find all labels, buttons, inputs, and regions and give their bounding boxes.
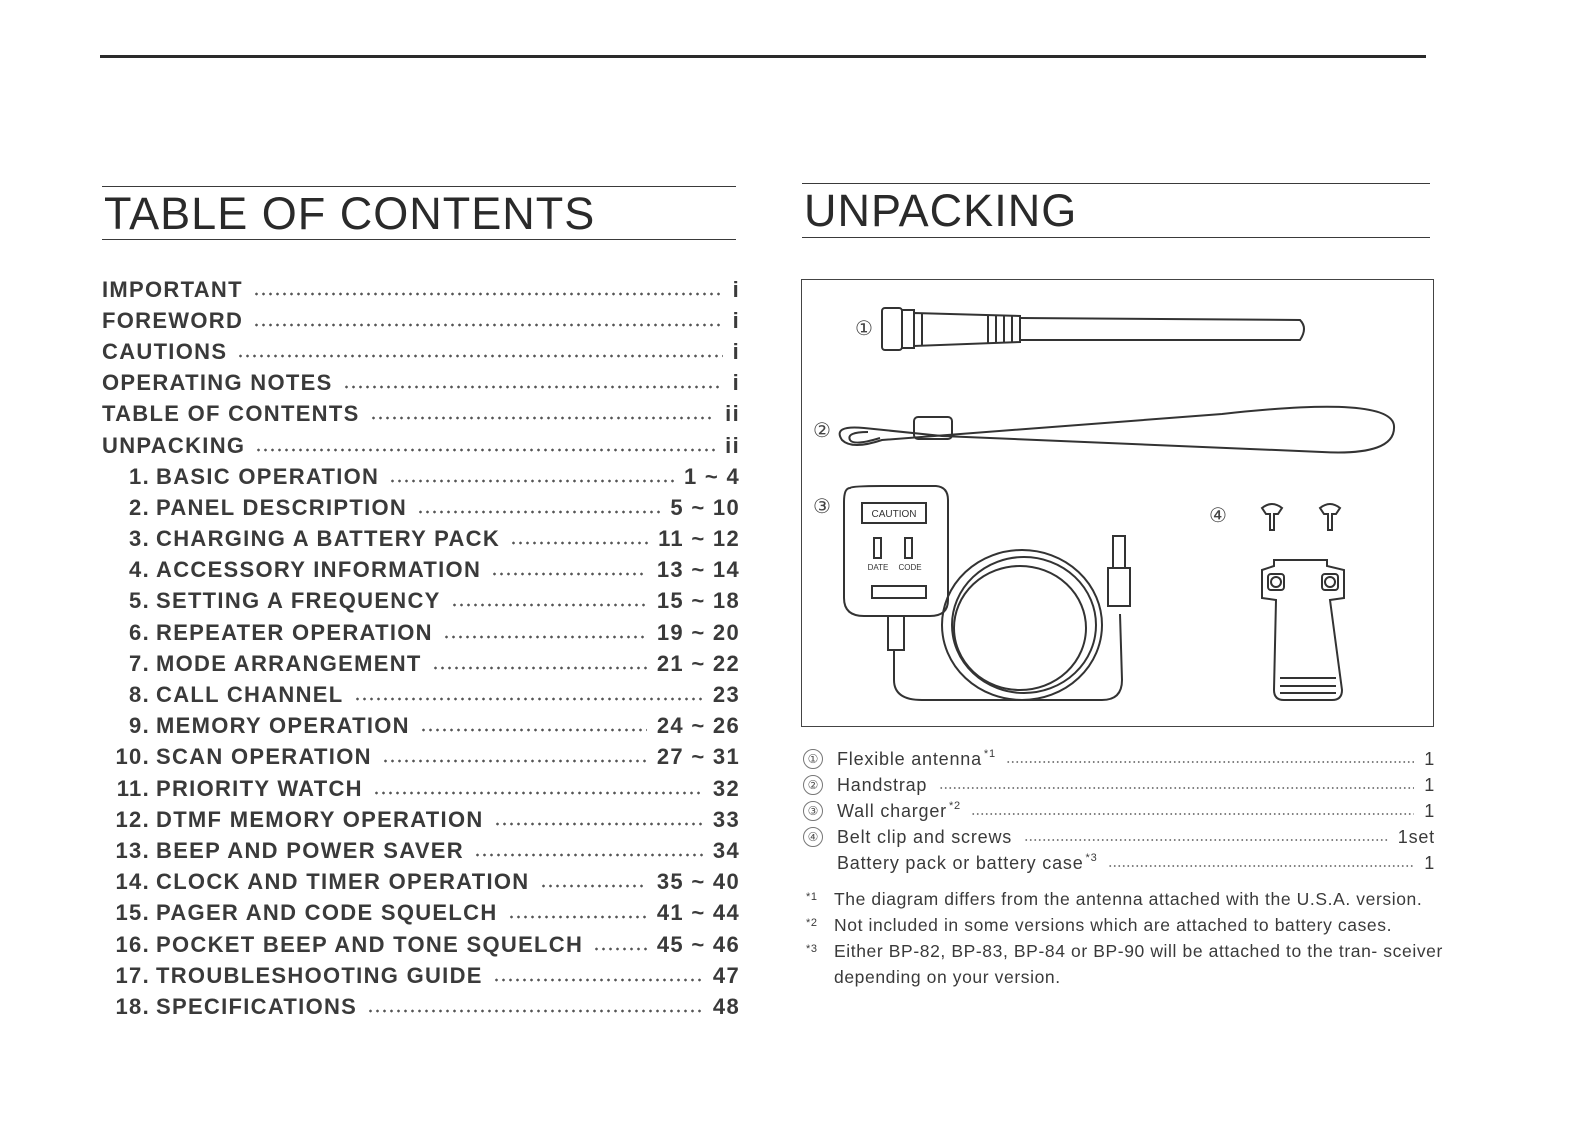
toc-entry-number: 4. [129,557,150,583]
toc-entry-title: PANEL DESCRIPTION [156,494,408,520]
toc-entry [102,430,740,461]
toc-entry-title: CHARGING A BATTERY PACK [156,526,501,552]
part-quantity: 1 [1424,774,1435,795]
dot-leader [493,975,703,985]
footnote [806,938,1446,990]
toc-entry [102,929,740,960]
figure-marker-4: ④ [1209,503,1227,527]
footnote [806,886,1446,912]
dot-leader [474,850,703,860]
charger-code-label: CODE [898,563,922,572]
charger-date-label: DATE [867,563,889,572]
dot-leader [443,632,647,642]
toc-entry [102,711,740,742]
dot-leader [540,881,647,891]
toc-entry-title: ACCESSORY INFORMATION [156,557,482,583]
toc-entry-number: 11. [116,775,150,801]
footnote-text: Either BP-82, BP-83, BP-84 or BP-90 will be attached to the tran- sceiver depending on your version. [834,941,1443,987]
toc-entry-page: 15 ~ 18 [656,588,740,614]
toc-entry-number: 5. [129,588,150,614]
dot-leader [420,725,647,735]
toc-entry [102,804,740,835]
dot-leader [432,663,647,673]
toc-entry-page: 48 [712,993,740,1019]
toc-entry-page: i [732,307,740,333]
toc-entry-page: 34 [712,837,740,863]
toc-entry-page: 45 ~ 46 [656,931,740,957]
dot-leader [1006,758,1414,766]
dot-leader [237,351,722,361]
toc-entry-title: REPEATER OPERATION [156,619,433,645]
toc-entry-title: DTMF MEMORY OPERATION [156,806,484,832]
toc-entry [102,679,740,710]
part-marker: ③ [803,801,823,821]
toc-entry-page: i [732,338,740,364]
toc-entry-number: 6. [129,619,150,645]
part-name: Wall charger [837,801,947,821]
toc-entry-page: 13 ~ 14 [656,557,740,583]
antenna-drawing [882,308,1304,350]
part-name-wrap [837,800,961,822]
dot-leader [494,819,703,829]
toc-entry [102,586,740,617]
toc-entry-number: 1. [129,463,150,489]
footnote-mark: *1 [806,891,818,903]
dot-leader [354,694,703,704]
toc-entry-page: 32 [712,775,740,801]
dot-leader [508,912,647,922]
toc-entry [102,991,740,1022]
toc-entry-page: 33 [712,806,740,832]
toc-entry-number: 14. [115,869,150,895]
toc-entry-number: 7. [129,650,150,676]
dot-leader [1024,836,1388,844]
toc-entry-page: 47 [712,962,740,988]
toc-entry [102,399,740,430]
dot-leader [451,600,647,610]
toc-entry-title: POCKET BEEP AND TONE SQUELCH [156,931,584,957]
figure-marker-3: ③ [813,494,831,518]
charger-caution-label: CAUTION [871,509,917,520]
part-name: Handstrap [837,775,928,795]
dot-leader [417,507,660,517]
toc-entry-title: SPECIFICATIONS [156,993,358,1019]
part-item [803,824,1435,850]
part-marker [803,853,823,873]
belt-clip-drawing [1262,560,1344,700]
dot-leader [382,756,647,766]
toc-entry [102,305,740,336]
toc-entry-number: 8. [129,682,150,708]
dot-leader [373,788,703,798]
handstrap-drawing [840,407,1394,453]
part-footnote-ref: *1 [983,748,996,760]
toc-entry [102,336,740,367]
footnotes-list [806,886,1446,990]
toc-entry-page: 27 ~ 31 [656,744,740,770]
toc-entry-page: 5 ~ 10 [670,494,740,520]
part-name-wrap [837,826,1014,848]
dot-leader [367,1006,703,1016]
part-item [803,746,1435,772]
part-quantity: 1 [1424,852,1435,873]
toc-entry-title: TABLE OF CONTENTS [102,401,360,427]
figure-marker-1: ① [855,316,873,340]
toc-entry-number: 9. [129,713,150,739]
toc-entry-title: FOREWORD [102,307,244,333]
part-footnote-ref: *3 [1085,852,1098,864]
toc-entry [102,960,740,991]
dot-leader [253,320,722,330]
toc-entry-title: CAUTIONS [102,338,228,364]
part-marker: ② [803,775,823,795]
toc-entry-number: 13. [115,837,150,863]
toc-entry-title: SCAN OPERATION [156,744,372,770]
dot-leader [389,476,674,486]
toc-entry [102,835,740,866]
toc-entry [102,368,740,399]
toc-entry-title: PRIORITY WATCH [156,775,363,801]
toc-entry-title: OPERATING NOTES [102,370,333,396]
footnote [806,912,1446,938]
part-marker: ① [803,749,823,769]
toc-entry-title: IMPORTANT [102,276,243,302]
part-item [803,850,1435,876]
toc-entry-number: 10. [115,744,150,770]
toc-entry [102,617,740,648]
footnote-text: The diagram differs from the antenna attached with the U.S.A. version. [834,889,1423,909]
part-item [803,772,1435,798]
toc-entry-page: ii [725,432,740,458]
toc-entry-number: 3. [129,526,150,552]
toc-entry-page: 24 ~ 26 [656,713,740,739]
toc-entry-page: 41 ~ 44 [656,900,740,926]
dot-leader [370,413,716,423]
dot-leader [253,289,723,299]
part-name-wrap [837,852,1098,874]
part-item [803,798,1435,824]
toc-entry-page: i [732,370,740,396]
toc-entry [102,898,740,929]
toc-entry [102,555,740,586]
part-quantity: 1 [1424,800,1435,821]
part-quantity: 1 [1424,748,1435,769]
toc-entry [102,492,740,523]
dot-leader [1108,862,1415,870]
toc-entry-title: BASIC OPERATION [156,463,380,489]
figure-marker-2: ② [813,418,831,442]
part-name: Flexible antenna [837,749,982,769]
dot-leader [491,569,647,579]
toc-entry-page: 21 ~ 22 [656,650,740,676]
toc-entry-number: 18. [115,993,150,1019]
toc-entry [102,773,740,804]
part-name-wrap [837,748,996,770]
toc-entry-number: 12. [115,806,150,832]
dot-leader [593,944,647,954]
footnote-mark: *3 [806,943,818,955]
toc-entry-number: 17. [115,962,150,988]
footnote-text: Not included in some versions which are attached to battery cases. [834,915,1393,935]
screws-drawing [1262,504,1340,530]
part-footnote-ref: *2 [948,800,961,812]
dot-leader [255,445,715,455]
toc-entry [102,742,740,773]
toc-entry [102,274,740,305]
toc-entry-page: ii [725,401,740,427]
part-name: Belt clip and screws [837,827,1013,847]
toc-entry-title: MEMORY OPERATION [156,713,410,739]
toc-entry-page: 11 ~ 12 [658,526,740,552]
toc-entry-page: 35 ~ 40 [656,869,740,895]
unpacking-title: UNPACKING [804,185,1078,236]
toc-entry-page: i [732,276,740,302]
accessories-illustration [802,280,1433,726]
toc-entry-page: 19 ~ 20 [656,619,740,645]
toc-header [102,186,736,240]
dot-leader [510,538,648,548]
toc-entry-page: 1 ~ 4 [683,463,740,489]
toc-entry [102,648,740,679]
toc-entry-number: 15. [115,900,150,926]
toc-entry-title: UNPACKING [102,432,246,458]
toc-entry-title: MODE ARRANGEMENT [156,650,422,676]
part-name: Battery pack or battery case [837,853,1084,873]
part-marker: ④ [803,827,823,847]
toc-list [102,274,740,1023]
unpacking-header [802,183,1430,238]
footnote-mark: *2 [806,917,818,929]
parts-list [803,746,1435,876]
toc-entry-title: TROUBLESHOOTING GUIDE [156,962,483,988]
dot-leader [939,784,1414,792]
toc-entry-title: BEEP AND POWER SAVER [156,837,464,863]
toc-entry [102,867,740,898]
dot-leader [971,810,1414,818]
part-quantity: 1set [1397,826,1435,847]
toc-entry-page: 23 [712,682,740,708]
dot-leader [343,382,723,392]
toc-entry-title: CALL CHANNEL [156,682,344,708]
toc-title: TABLE OF CONTENTS [104,188,596,239]
top-rule [100,55,1426,58]
toc-entry [102,524,740,555]
unpacking-figure [801,279,1434,727]
toc-entry [102,461,740,492]
toc-entry-title: CLOCK AND TIMER OPERATION [156,869,530,895]
toc-entry-number: 2. [129,494,150,520]
toc-entry-title: SETTING A FREQUENCY [156,588,441,614]
toc-entry-number: 16. [115,931,150,957]
toc-entry-title: PAGER AND CODE SQUELCH [156,900,498,926]
part-name-wrap [837,774,929,796]
